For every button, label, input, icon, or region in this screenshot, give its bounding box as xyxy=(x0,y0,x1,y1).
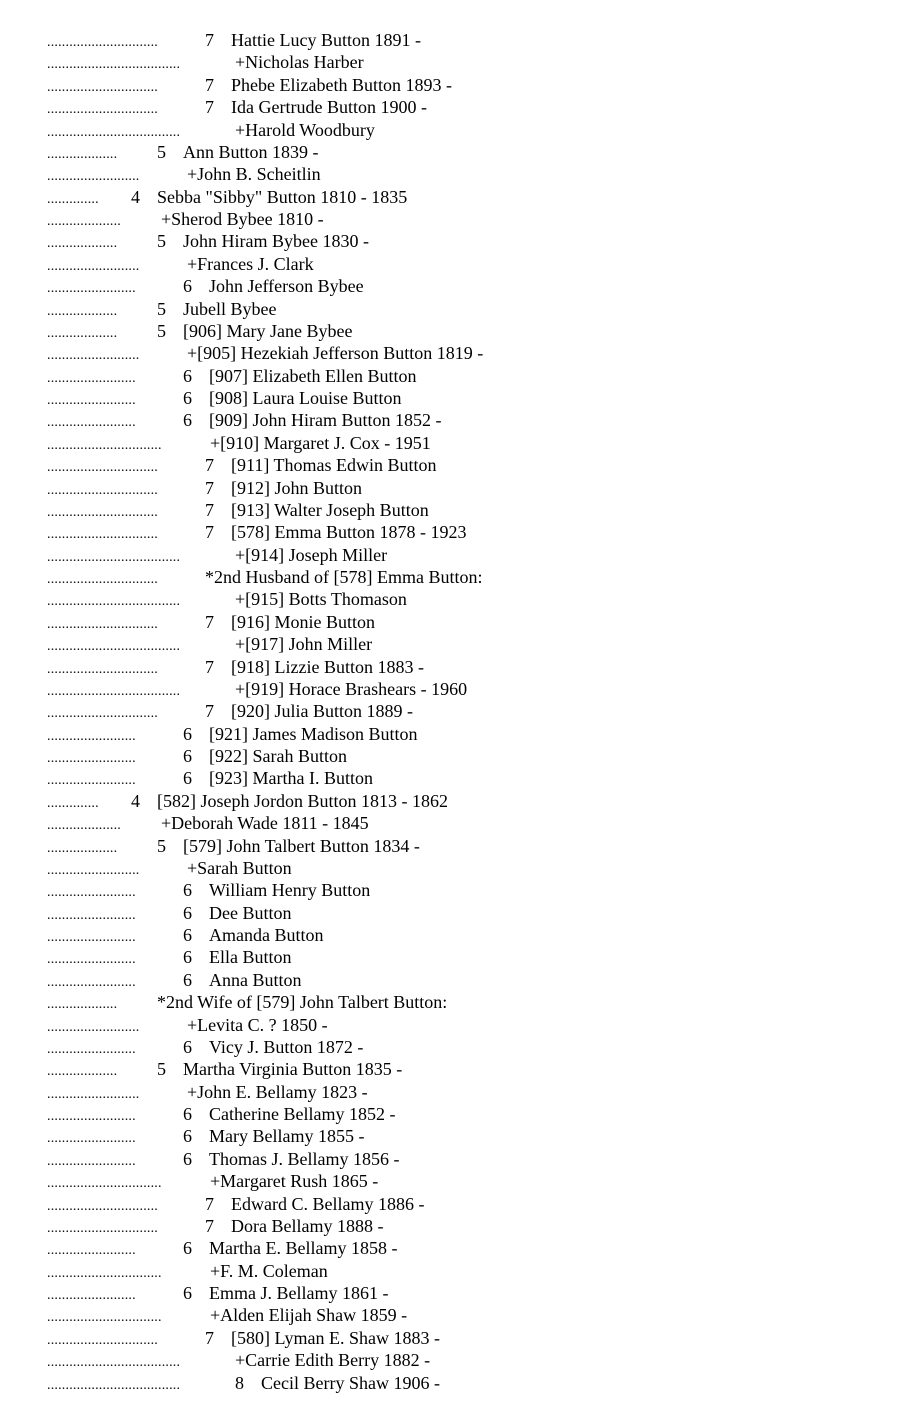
list-item xyxy=(47,1349,887,1371)
generation-number: 6 xyxy=(183,1036,192,1057)
person-entry: Jubell Bybee xyxy=(183,298,277,319)
list-item xyxy=(47,1125,887,1147)
generation-number: 7 xyxy=(205,30,214,50)
dot-leader: .................................... xyxy=(47,549,181,565)
generation-number: 5 xyxy=(157,320,166,341)
person-entry: [920] Julia Button 1889 - xyxy=(231,701,413,722)
generation-number: 5 xyxy=(157,835,166,856)
dot-leader: ........................ xyxy=(47,393,136,408)
list-item xyxy=(47,454,887,476)
person-entry: Dora Bellamy 1888 - xyxy=(231,1215,384,1236)
generation-number: 5 xyxy=(157,298,166,319)
person-entry: Anna Button xyxy=(209,969,302,990)
list-item xyxy=(47,342,887,364)
list-item xyxy=(47,544,887,566)
list-item xyxy=(47,1103,887,1125)
list-item xyxy=(47,119,887,141)
list-item xyxy=(47,96,887,118)
spouse-entry: +Levita C. ? 1850 - xyxy=(187,1014,328,1035)
list-item xyxy=(47,275,887,297)
list-item xyxy=(47,521,887,543)
person-entry: [907] Elizabeth Ellen Button xyxy=(209,365,417,386)
generation-number: 5 xyxy=(157,141,166,162)
dot-leader: .............................. xyxy=(47,35,158,50)
person-entry: Sebba "Sibby" Button 1810 - 1835 xyxy=(157,186,408,207)
generation-number: 6 xyxy=(183,1104,192,1124)
list-item xyxy=(47,387,887,409)
generation-number: 6 xyxy=(183,969,192,990)
generation-number: 7 xyxy=(205,1215,214,1236)
list-item xyxy=(47,29,887,51)
list-item xyxy=(47,409,887,431)
dot-leader: ......................... xyxy=(47,169,140,185)
person-entry: Phebe Elizabeth Button 1893 - xyxy=(231,74,452,95)
list-item xyxy=(47,566,887,588)
list-item xyxy=(47,477,887,499)
list-item xyxy=(47,1058,887,1080)
list-item xyxy=(47,1215,887,1237)
generation-number: 4 xyxy=(131,186,140,207)
person-entry: [909] John Hiram Button 1852 - xyxy=(209,410,442,431)
generation-number: 7 xyxy=(205,1327,214,1348)
generation-number: 6 xyxy=(183,902,192,923)
person-entry: [579] John Talbert Button 1834 - xyxy=(183,835,420,856)
dot-leader: .................................... xyxy=(47,124,181,140)
list-item xyxy=(47,1148,887,1170)
dot-leader: .................................... xyxy=(47,683,181,699)
dot-leader: ........................ xyxy=(47,1153,136,1169)
spouse-entry: +Sherod Bybee 1810 - xyxy=(161,209,324,229)
list-item xyxy=(47,1014,887,1036)
person-entry: Thomas J. Bellamy 1856 - xyxy=(209,1148,400,1169)
dot-leader: .............................. xyxy=(47,1198,158,1214)
spouse-entry: +Nicholas Harber xyxy=(235,52,364,73)
generation-number: 6 xyxy=(183,388,192,408)
dot-leader: .............................. xyxy=(47,1220,158,1236)
dot-leader: ......................... xyxy=(47,1019,140,1035)
dot-leader: .............................. xyxy=(47,1332,158,1348)
dot-leader: ........................ xyxy=(47,1131,136,1147)
list-item xyxy=(47,611,887,633)
dot-leader: ......................... xyxy=(47,258,140,274)
person-entry: Mary Bellamy 1855 - xyxy=(209,1126,365,1147)
generation-number: 6 xyxy=(183,410,192,431)
generation-number: 5 xyxy=(157,231,166,252)
list-item xyxy=(47,678,887,700)
generation-number: 7 xyxy=(205,455,214,476)
list-item xyxy=(47,924,887,946)
person-entry: Vicy J. Button 1872 - xyxy=(209,1036,364,1057)
list-item xyxy=(47,1081,887,1103)
generation-number: 6 xyxy=(183,276,192,297)
person-entry: [908] Laura Louise Button xyxy=(209,388,402,408)
generation-number: 7 xyxy=(205,656,214,677)
person-entry: Hattie Lucy Button 1891 - xyxy=(231,30,421,50)
generation-number: 7 xyxy=(205,97,214,118)
dot-leader: ........................ xyxy=(47,885,136,901)
dot-leader: ........................ xyxy=(47,1041,136,1057)
dot-leader: ........................ xyxy=(47,773,136,789)
list-item xyxy=(47,365,887,387)
person-entry: Martha Virginia Button 1835 - xyxy=(183,1059,403,1080)
dot-leader: ........................ xyxy=(47,907,136,923)
generation-number: 6 xyxy=(183,925,192,945)
dot-leader: .............. xyxy=(47,191,99,207)
person-entry: John Hiram Bybee 1830 - xyxy=(183,231,369,252)
dot-leader: .................................... xyxy=(47,594,181,610)
generation-number: 7 xyxy=(205,701,214,722)
generation-number: 7 xyxy=(205,74,214,95)
dot-leader: ........................ xyxy=(47,415,136,431)
generation-number: 7 xyxy=(205,1193,214,1214)
person-entry: Martha E. Bellamy 1858 - xyxy=(209,1238,398,1259)
generation-number: 4 xyxy=(131,790,140,811)
dot-leader: .................................... xyxy=(47,1377,181,1393)
person-entry: [578] Emma Button 1878 - 1923 xyxy=(231,522,467,543)
list-item xyxy=(47,499,887,521)
list-item xyxy=(47,745,887,767)
spouse-entry: +[919] Horace Brashears - 1960 xyxy=(235,678,468,699)
list-item xyxy=(47,633,887,655)
list-item xyxy=(47,1304,887,1326)
generation-number: 6 xyxy=(183,1148,192,1169)
spouse-entry: +Frances J. Clark xyxy=(187,253,314,274)
list-item xyxy=(47,1193,887,1215)
descendant-list xyxy=(47,29,887,1394)
list-item xyxy=(47,1372,887,1394)
person-entry: John Jefferson Bybee xyxy=(209,276,364,297)
dot-leader: ................... xyxy=(47,325,118,341)
list-item xyxy=(47,902,887,924)
generation-number: 6 xyxy=(183,365,192,386)
dot-leader: ............................... xyxy=(47,437,162,453)
list-item xyxy=(47,186,887,208)
generation-number: 6 xyxy=(183,768,192,789)
list-item xyxy=(47,588,887,610)
spouse-entry: +Carrie Edith Berry 1882 - xyxy=(235,1350,431,1371)
person-entry: Amanda Button xyxy=(209,925,324,945)
person-entry: [916] Monie Button xyxy=(231,611,375,632)
dot-leader: ........................ xyxy=(47,974,136,990)
person-entry: Ann Button 1839 - xyxy=(183,141,319,162)
dot-leader: .............................. xyxy=(47,102,158,118)
list-item xyxy=(47,51,887,73)
person-entry: [923] Martha I. Button xyxy=(209,768,373,789)
dot-leader: ........................ xyxy=(47,728,136,744)
list-item xyxy=(47,835,887,857)
list-item xyxy=(47,700,887,722)
list-item xyxy=(47,812,887,834)
generation-number: 6 xyxy=(183,1283,192,1303)
spouse-entry: +[905] Hezekiah Jefferson Button 1819 - xyxy=(187,343,484,364)
person-entry: Edward C. Bellamy 1886 - xyxy=(231,1193,425,1214)
dot-leader: .............. xyxy=(47,795,99,811)
person-entry: Emma J. Bellamy 1861 - xyxy=(209,1283,389,1303)
generation-number: 6 xyxy=(183,947,192,968)
list-item xyxy=(47,298,887,320)
list-item xyxy=(47,857,887,879)
person-entry: [922] Sarah Button xyxy=(209,746,347,766)
spouse-entry: +John B. Scheitlin xyxy=(187,164,321,185)
spouse-entry: +F. M. Coleman xyxy=(210,1260,328,1281)
spouse-entry: +[914] Joseph Miller xyxy=(235,544,388,565)
dot-leader: .................... xyxy=(47,214,121,229)
list-item xyxy=(47,74,887,96)
generation-number: 6 xyxy=(183,1238,192,1259)
list-item xyxy=(47,946,887,968)
dot-leader: .................... xyxy=(47,818,121,834)
dot-leader: ......................... xyxy=(47,1086,140,1102)
generation-number: 6 xyxy=(183,746,192,766)
dot-leader: ................... xyxy=(47,303,118,319)
dot-leader: .................................... xyxy=(47,1355,181,1371)
generation-number: 6 xyxy=(183,723,192,744)
spouse-entry: +Sarah Button xyxy=(187,857,292,878)
person-entry: Cecil Berry Shaw 1906 - xyxy=(261,1372,440,1393)
dot-leader: ............................... xyxy=(47,1176,162,1192)
dot-leader: ........................ xyxy=(47,1109,136,1124)
generation-number: 7 xyxy=(205,611,214,632)
list-item xyxy=(47,767,887,789)
person-entry: Dee Button xyxy=(209,902,292,923)
spouse-entry: +[910] Margaret J. Cox - 1951 xyxy=(210,432,431,453)
list-item xyxy=(47,208,887,230)
list-item xyxy=(47,253,887,275)
dot-leader: ................... xyxy=(47,1064,118,1080)
dot-leader: ................... xyxy=(47,840,118,856)
dot-leader: .................................... xyxy=(47,57,181,73)
spouse-entry: +Harold Woodbury xyxy=(235,119,375,140)
dot-leader: ........................ xyxy=(47,1288,136,1303)
generation-number: 7 xyxy=(205,477,214,498)
person-entry: William Henry Button xyxy=(209,880,371,901)
generation-number: 7 xyxy=(205,522,214,543)
dot-leader: ........................ xyxy=(47,930,136,945)
generation-number: 5 xyxy=(157,1059,166,1080)
list-item xyxy=(47,1282,887,1304)
remarriage-note: *2nd Wife of [579] John Talbert Button: xyxy=(157,992,448,1013)
generation-number: 6 xyxy=(183,1126,192,1147)
list-item xyxy=(47,320,887,342)
list-item xyxy=(47,230,887,252)
spouse-entry: +[917] John Miller xyxy=(235,634,373,655)
spouse-entry: +Alden Elijah Shaw 1859 - xyxy=(210,1305,408,1326)
list-item xyxy=(47,141,887,163)
dot-leader: .................................... xyxy=(47,639,181,655)
list-item xyxy=(47,1327,887,1349)
list-item xyxy=(47,969,887,991)
spouse-entry: +[915] Botts Thomason xyxy=(235,589,407,610)
list-item xyxy=(47,163,887,185)
list-item xyxy=(47,790,887,812)
list-item xyxy=(47,1036,887,1058)
dot-leader: .............................. xyxy=(47,706,158,722)
remarriage-note: *2nd Husband of [578] Emma Button: xyxy=(205,567,483,587)
dot-leader: ........................ xyxy=(47,952,136,968)
person-entry: [906] Mary Jane Bybee xyxy=(183,320,353,341)
spouse-entry: +John E. Bellamy 1823 - xyxy=(187,1081,368,1102)
person-entry: [582] Joseph Jordon Button 1813 - 1862 xyxy=(157,790,448,811)
list-item xyxy=(47,879,887,901)
person-entry: Catherine Bellamy 1852 - xyxy=(209,1104,396,1124)
list-item xyxy=(47,432,887,454)
person-entry: [911] Thomas Edwin Button xyxy=(231,455,437,476)
list-item xyxy=(47,1170,887,1192)
person-entry: Ella Button xyxy=(209,947,292,968)
dot-leader: .............................. xyxy=(47,79,158,95)
dot-leader: .............................. xyxy=(47,460,158,476)
person-entry: [912] John Button xyxy=(231,477,363,498)
list-item xyxy=(47,656,887,678)
generation-number: 8 xyxy=(235,1372,244,1393)
dot-leader: ......................... xyxy=(47,348,140,364)
person-entry: [918] Lizzie Button 1883 - xyxy=(231,656,424,677)
dot-leader: .............................. xyxy=(47,661,158,677)
person-entry: [913] Walter Joseph Button xyxy=(231,499,429,520)
person-entry: Ida Gertrude Button 1900 - xyxy=(231,97,427,118)
dot-leader: ............................... xyxy=(47,1265,162,1281)
dot-leader: ............................... xyxy=(47,1310,162,1326)
dot-leader: .............................. xyxy=(47,527,158,543)
spouse-entry: +Margaret Rush 1865 - xyxy=(210,1171,379,1192)
list-item xyxy=(47,1260,887,1282)
dot-leader: ........................ xyxy=(47,281,136,297)
dot-leader: .............................. xyxy=(47,616,158,632)
dot-leader: ........................ xyxy=(47,370,136,386)
spouse-entry: +Deborah Wade 1811 - 1845 xyxy=(161,813,369,834)
dot-leader: ................... xyxy=(47,236,118,252)
generation-number: 6 xyxy=(183,880,192,901)
list-item xyxy=(47,723,887,745)
dot-leader: ......................... xyxy=(47,862,140,878)
person-entry: [580] Lyman E. Shaw 1883 - xyxy=(231,1327,440,1348)
list-item xyxy=(47,1237,887,1259)
dot-leader: .............................. xyxy=(47,482,158,498)
dot-leader: ................... xyxy=(47,146,118,162)
generation-number: 7 xyxy=(205,499,214,520)
person-entry: [921] James Madison Button xyxy=(209,723,418,744)
list-item xyxy=(47,991,887,1013)
dot-leader: ........................ xyxy=(47,751,136,766)
dot-leader: .............................. xyxy=(47,504,158,520)
dot-leader: .............................. xyxy=(47,572,158,587)
dot-leader: ........................ xyxy=(47,1243,136,1259)
dot-leader: ................... xyxy=(47,997,118,1013)
